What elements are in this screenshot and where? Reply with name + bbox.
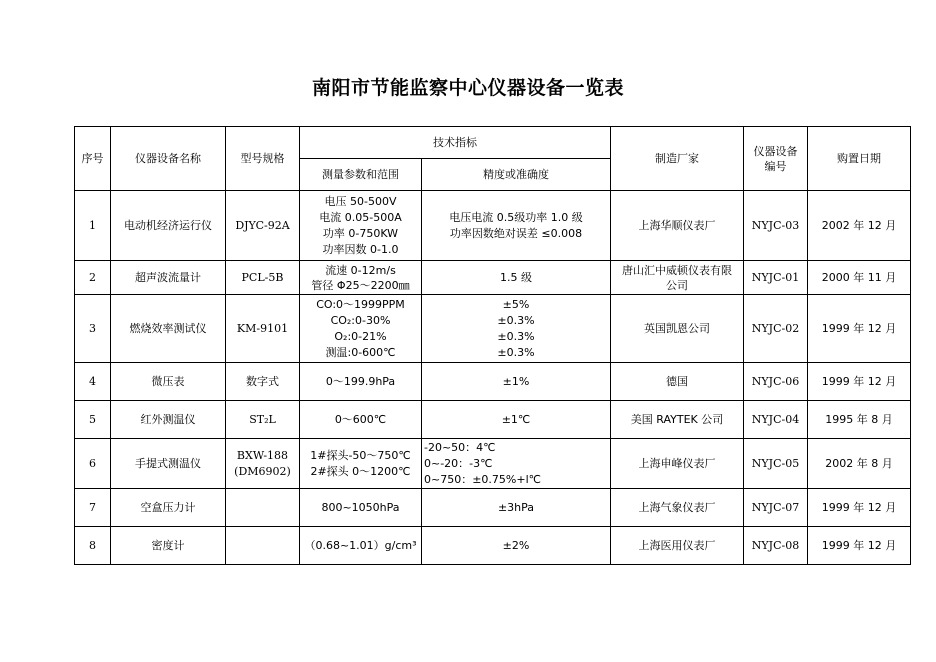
- cell-model: [226, 489, 300, 527]
- cell-accuracy-line: 功率因数绝对误差 ≤0.008: [449, 226, 583, 240]
- cell-seq-line: 5: [89, 412, 96, 426]
- cell-code-line: NYJC-05: [751, 456, 800, 470]
- cell-accuracy-line: ±0.3%: [497, 313, 535, 327]
- cell-accuracy-line: -20~50：4℃: [424, 440, 496, 454]
- cell-name: [111, 439, 226, 489]
- cell-code: [744, 439, 808, 489]
- cell-range: [300, 401, 422, 439]
- cell-code: [744, 527, 808, 565]
- cell-maker-line: 上海气象仪表厂: [638, 500, 716, 514]
- cell-range-line: 测温:0-600℃: [325, 345, 396, 359]
- header-code: 仪器设备 编号: [744, 127, 808, 191]
- cell-accuracy-line: ±5%: [502, 297, 530, 311]
- cell-accuracy: [422, 489, 611, 527]
- cell-maker: [611, 401, 744, 439]
- cell-date-line: 2002 年 12 月: [821, 218, 897, 232]
- header-range: 测量参数和范围: [300, 159, 422, 191]
- cell-model: [226, 439, 300, 489]
- cell-range-line: CO:0～1999PPM: [316, 297, 405, 311]
- cell-range: [300, 191, 422, 261]
- cell-seq: [75, 191, 111, 261]
- cell-name-line: 燃烧效率测试仪: [129, 321, 207, 335]
- cell-accuracy-line: ±1℃: [501, 412, 531, 426]
- cell-seq: [75, 439, 111, 489]
- cell-date-line: 2002 年 8 月: [825, 456, 893, 470]
- cell-seq-line: 7: [89, 500, 96, 514]
- cell-code: [744, 363, 808, 401]
- cell-model-line: 数字式: [246, 374, 279, 388]
- page-title: 南阳市节能监察中心仪器设备一览表: [311, 77, 624, 99]
- cell-date: [808, 363, 911, 401]
- cell-maker-line: 德国: [666, 374, 688, 388]
- cell-range-line: （0.68~1.01）g/cm³: [304, 538, 417, 552]
- cell-name: [111, 295, 226, 363]
- cell-accuracy: [422, 401, 611, 439]
- cell-code-line: NYJC-04: [751, 412, 800, 426]
- cell-model: [226, 527, 300, 565]
- cell-accuracy-line: ±3hPa: [497, 500, 535, 514]
- cell-model-line: BXW-188: [236, 448, 289, 462]
- cell-range-line: 管径 Φ25～2200㎜: [311, 278, 410, 292]
- cell-maker-line: 上海医用仪表厂: [638, 538, 716, 552]
- cell-accuracy-line: 0~-20：-3℃: [424, 456, 493, 470]
- cell-date: [808, 439, 911, 489]
- cell-name-line: 手提式测温仪: [135, 456, 201, 470]
- cell-name-line: 超声波流量计: [135, 270, 201, 284]
- cell-range-line: 0～199.9hPa: [325, 374, 396, 388]
- cell-seq-line: 1: [89, 218, 96, 232]
- table-row: [75, 191, 911, 261]
- cell-code: [744, 489, 808, 527]
- table-row: [75, 261, 911, 295]
- cell-model-line: PCL-5B: [241, 270, 284, 284]
- cell-model-line: KM-9101: [236, 321, 289, 335]
- cell-range: [300, 527, 422, 565]
- cell-range: [300, 295, 422, 363]
- cell-maker: [611, 527, 744, 565]
- cell-name: [111, 261, 226, 295]
- cell-model: [226, 261, 300, 295]
- cell-date: [808, 295, 911, 363]
- header-seq: 序号: [75, 127, 111, 191]
- cell-date-line: 2000 年 11 月: [821, 270, 897, 284]
- cell-accuracy: [422, 295, 611, 363]
- cell-maker-line: 公司: [666, 278, 688, 292]
- equipment-table: [74, 126, 911, 565]
- cell-date: [808, 261, 911, 295]
- cell-name-line: 电动机经济运行仪: [124, 218, 212, 232]
- table-row: [75, 489, 911, 527]
- cell-range: [300, 489, 422, 527]
- cell-accuracy-line: ±2%: [502, 538, 530, 552]
- cell-range-line: 流速 0-12m/s: [325, 263, 396, 277]
- cell-date-line: 1999 年 12 月: [821, 538, 897, 552]
- cell-maker: [611, 363, 744, 401]
- cell-maker: [611, 489, 744, 527]
- cell-code-line: NYJC-03: [751, 218, 800, 232]
- cell-name-line: 密度计: [151, 538, 185, 552]
- cell-model-line: DJYC-92A: [235, 218, 290, 232]
- cell-seq: [75, 363, 111, 401]
- cell-range: [300, 261, 422, 295]
- cell-range-line: 电流 0.05-500A: [319, 210, 402, 224]
- cell-name: [111, 527, 226, 565]
- cell-accuracy-line: 1.5 级: [500, 270, 532, 284]
- cell-code-line: NYJC-07: [751, 500, 800, 514]
- cell-date: [808, 401, 911, 439]
- table-row: [75, 401, 911, 439]
- cell-range-line: 功率因数 0-1.0: [322, 242, 399, 256]
- cell-seq: [75, 261, 111, 295]
- cell-code-line: NYJC-02: [751, 321, 800, 335]
- cell-maker: [611, 261, 744, 295]
- cell-range-line: 1#探头-50～750℃: [310, 448, 411, 462]
- table-row: [75, 295, 911, 363]
- cell-code: [744, 401, 808, 439]
- header-date: 购置日期: [808, 127, 911, 191]
- cell-maker: [611, 439, 744, 489]
- cell-maker: [611, 295, 744, 363]
- cell-maker-line: 美国 RAYTEK 公司: [630, 412, 724, 426]
- cell-seq-line: 6: [89, 456, 96, 470]
- cell-range: [300, 363, 422, 401]
- cell-accuracy: [422, 191, 611, 261]
- cell-range-line: 800~1050hPa: [321, 500, 400, 514]
- cell-seq-line: 8: [89, 538, 96, 552]
- cell-range-line: 功率 0-750KW: [322, 226, 399, 240]
- cell-accuracy: [422, 439, 611, 489]
- cell-name-line: 红外测温仪: [140, 412, 196, 426]
- cell-range-line: O₂:0-21%: [334, 329, 387, 343]
- table-row: [75, 363, 911, 401]
- header-row: [75, 127, 911, 159]
- table-row: [75, 527, 911, 565]
- table-row: [75, 439, 911, 489]
- cell-name: [111, 489, 226, 527]
- header-maker: 制造厂家: [611, 127, 744, 191]
- header-name: 仪器设备名称: [111, 127, 226, 191]
- cell-maker-line: 上海华顺仪表厂: [638, 218, 716, 232]
- cell-accuracy-line: ±1%: [502, 374, 530, 388]
- cell-maker-line: 英国凯恩公司: [644, 321, 710, 335]
- cell-maker-line: 上海申峰仪表厂: [638, 456, 716, 470]
- cell-seq: [75, 295, 111, 363]
- cell-seq: [75, 527, 111, 565]
- cell-code-line: NYJC-01: [751, 270, 800, 284]
- cell-accuracy: [422, 261, 611, 295]
- cell-model: [226, 401, 300, 439]
- cell-code: [744, 191, 808, 261]
- cell-name-line: 空盒压力计: [140, 500, 196, 514]
- cell-name: [111, 363, 226, 401]
- cell-accuracy-line: ±0.3%: [497, 345, 535, 359]
- cell-maker-line: 唐山汇中威顿仪表有限: [622, 263, 732, 277]
- header-tech: 技术指标: [300, 127, 611, 159]
- cell-seq-line: 3: [89, 321, 96, 335]
- cell-model-line: (DM6902): [234, 464, 291, 478]
- cell-seq: [75, 489, 111, 527]
- cell-name: [111, 191, 226, 261]
- cell-seq: [75, 401, 111, 439]
- cell-accuracy-line: 0~750：±0.75%+l℃: [424, 472, 541, 486]
- cell-date-line: 1995 年 8 月: [825, 412, 893, 426]
- cell-date: [808, 489, 911, 527]
- cell-code: [744, 295, 808, 363]
- cell-code-line: NYJC-06: [751, 374, 800, 388]
- cell-date-line: 1999 年 12 月: [821, 321, 897, 335]
- cell-range: [300, 439, 422, 489]
- cell-accuracy-line: ±0.3%: [497, 329, 535, 343]
- header-accuracy: 精度或准确度: [422, 159, 611, 191]
- cell-range-line: 2#探头 0～1200℃: [310, 464, 411, 478]
- cell-code-line: NYJC-08: [751, 538, 800, 552]
- cell-code: [744, 261, 808, 295]
- cell-maker: [611, 191, 744, 261]
- cell-date-line: 1999 年 12 月: [821, 374, 897, 388]
- cell-name-line: 微压表: [151, 374, 185, 388]
- cell-date: [808, 191, 911, 261]
- cell-range-line: CO₂:0-30%: [330, 313, 391, 327]
- cell-seq-line: 4: [89, 374, 96, 388]
- cell-model: [226, 363, 300, 401]
- cell-date-line: 1999 年 12 月: [821, 500, 897, 514]
- header-model: 型号规格: [226, 127, 300, 191]
- cell-model: [226, 191, 300, 261]
- cell-date: [808, 527, 911, 565]
- cell-model-line: ST₂L: [249, 412, 276, 426]
- cell-range-line: 电压 50-500V: [324, 194, 397, 208]
- cell-name: [111, 401, 226, 439]
- cell-range-line: 0～600℃: [334, 412, 387, 426]
- cell-accuracy-line: 电压电流 0.5级功率 1.0 级: [449, 210, 583, 224]
- cell-model: [226, 295, 300, 363]
- cell-seq-line: 2: [89, 270, 96, 284]
- cell-accuracy: [422, 527, 611, 565]
- cell-accuracy: [422, 363, 611, 401]
